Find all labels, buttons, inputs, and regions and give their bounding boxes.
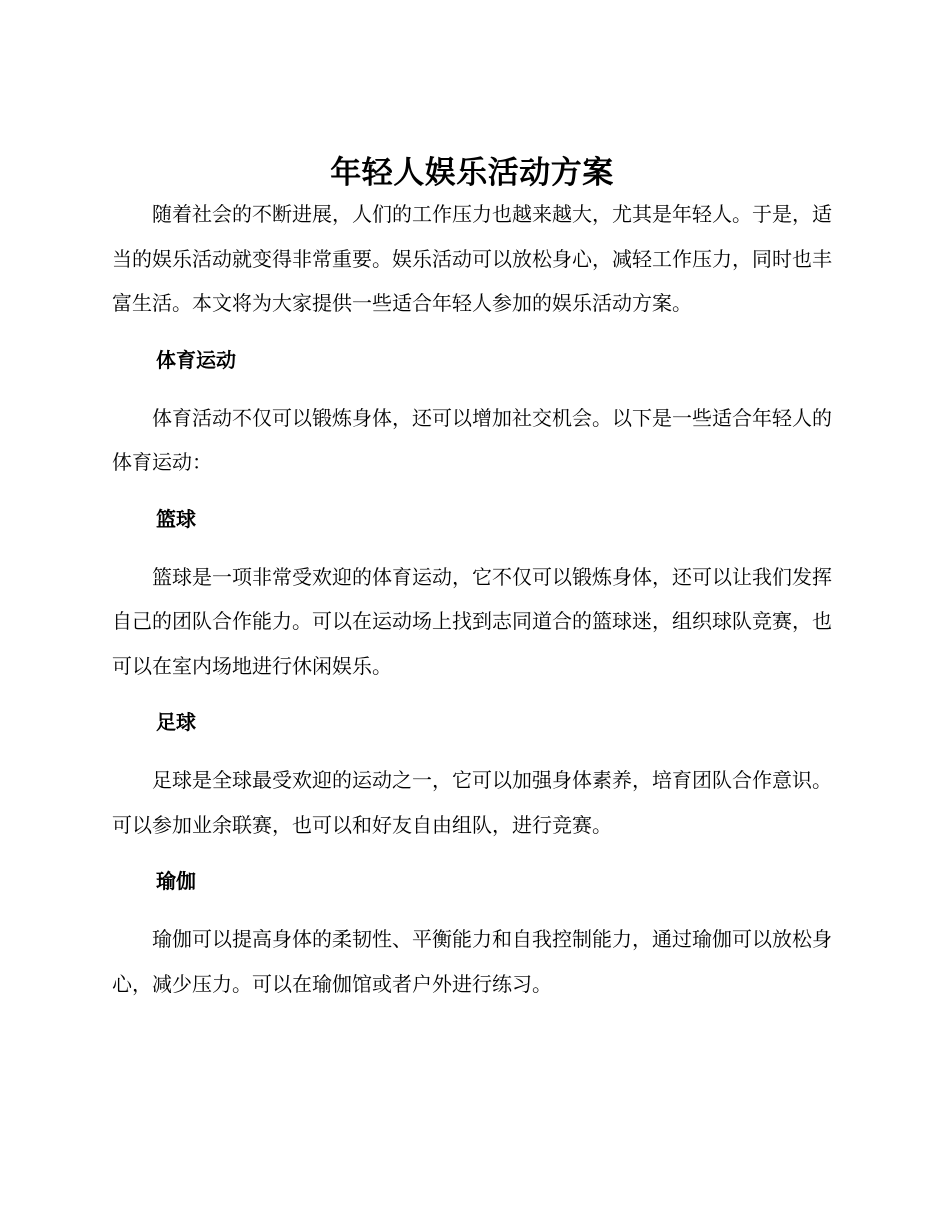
section-heading-football: 足球 [156, 710, 196, 734]
section-heading-yoga: 瑜伽 [156, 869, 196, 893]
document-page [112, 150, 832, 1006]
section-heading-basketball: 篮球 [156, 506, 196, 531]
intro-paragraph: 随着社会的不断进展，人们的工作压力也越来越大，尤其是年轻人。于是，适当的娱乐活动就变得非常重要。娱乐活动可以放松身心，减轻工作压力，同时也丰富生活。本文将为大家提供一些适合年轻人参加的娱乐活动方案。 [112, 202, 832, 315]
section-body-yoga: 瑜伽可以提高身体的柔韧性、平衡能力和自我控制能力，通过瑜伽可以放松身心，减少压力。可以在瑜伽馆或者户外进行练习。 [112, 927, 832, 996]
section-heading-sports: 体育运动 [156, 347, 236, 372]
document-title: 年轻人娱乐活动方案 [330, 155, 614, 191]
section-body-football: 足球是全球最受欢迎的运动之一，它可以加强身体素养，培育团队合作意识。可以参加业余联赛，也可以和好友自由组队，进行竞赛。 [112, 768, 832, 837]
section-body-sports: 体育活动不仅可以锻炼身体，还可以增加社交机会。以下是一些适合年轻人的体育运动： [112, 405, 832, 474]
section-body-basketball: 篮球是一项非常受欢迎的体育运动，它不仅可以锻炼身体，还可以让我们发挥自己的团队合作能力。可以在运动场上找到志同道合的篮球迷，组织球队竞赛，也可以在室内场地进行休闲娱乐。 [112, 564, 832, 678]
